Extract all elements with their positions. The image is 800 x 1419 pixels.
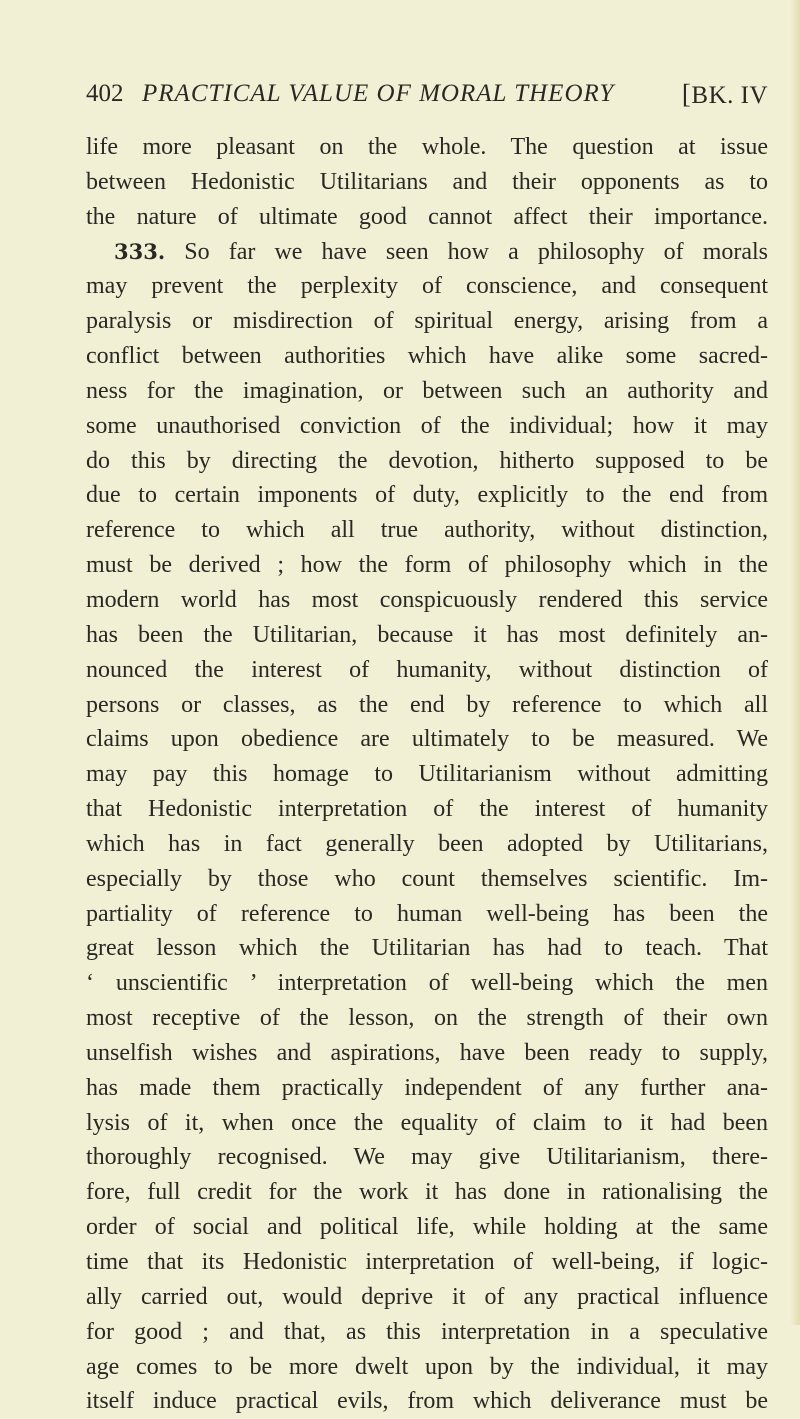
text-line: life more pleasant on the whole. The question at issue	[86, 134, 768, 160]
text-line: lysis of it, when once the equality of claim to it had been	[86, 1109, 768, 1136]
text-line: due to certain imponents of duty, explicitly to the end from	[86, 482, 768, 509]
text-line: must be derived ; how the form of philosophy which in the	[86, 552, 768, 579]
text-line: conflict between authorities which have alike some sacred-	[86, 343, 768, 370]
running-header	[86, 76, 768, 112]
text-line: ally carried out, would deprive it of any practical influence	[86, 1283, 768, 1310]
page-number: 402	[86, 80, 124, 107]
text-line: may pay this homage to Utilitarianism without admitting	[86, 761, 768, 788]
text-line: which has in fact generally been adopted by Utilitarians,	[86, 830, 768, 857]
text-line: that Hedonistic interpretation of the interest of humanity	[86, 796, 768, 823]
book-reference-bracket: [	[681, 79, 692, 109]
text-line: paralysis or misdirection of spiritual energy, arising from a	[86, 308, 768, 335]
text-line: order of social and political life, while holding at the same	[86, 1214, 768, 1241]
text-line: thoroughly recognised. We may give Utilitarianism, there-	[86, 1144, 768, 1171]
text-line: do this by directing the devotion, hitherto supposed to be	[86, 447, 768, 474]
text-line: has been the Utilitarian, because it has most definitely an-	[86, 621, 768, 648]
text-line: great lesson which the Utilitarian has had to teach. That	[86, 935, 768, 962]
text-line: ness for the imagination, or between such an authority and	[86, 377, 768, 404]
text-line: between Hedonistic Utilitarians and their opponents as to	[86, 168, 768, 195]
section-number: 333.	[114, 238, 166, 264]
text-line: time that its Hedonistic interpretation of well-being, if logic-	[86, 1249, 768, 1275]
section-start-line	[86, 235, 768, 270]
text-line: has made them practically independent of any further ana-	[86, 1074, 768, 1101]
text-line: persons or classes, as the end by reference to which all	[86, 691, 768, 718]
text-line: modern world has most conspicuously rendered this service	[86, 586, 768, 613]
text-line: some unauthorised conviction of the individual; how it may	[86, 412, 768, 439]
text-line: nounced the interest of humanity, without distinction of	[86, 656, 768, 683]
text-line: claims upon obedience are ultimately to be measured. We	[86, 726, 768, 753]
text-line: for good ; and that, as this interpretation in a speculative	[86, 1318, 768, 1345]
body-text	[86, 130, 768, 1419]
text-line: reference to which all true authority, without distinction,	[86, 517, 768, 544]
text-line: itself induce practical evils, from which deliverance must be	[86, 1388, 768, 1415]
text-line: unselfish wishes and aspirations, have been ready to supply,	[86, 1039, 768, 1066]
text-line: So far we have seen how a philosophy of morals	[184, 238, 769, 265]
book-reference-label: BK. IV	[691, 82, 768, 109]
text-line: most receptive of the lesson, on the strength of their own	[86, 1005, 768, 1032]
text-line: partiality of reference to human well-being has been the	[86, 900, 768, 927]
running-title: PRACTICAL VALUE OF MORAL THEORY	[142, 80, 615, 107]
text-line: ‘ unscientific ’ interpretation of well-being which the men	[86, 970, 768, 997]
page-edge-shading	[790, 0, 800, 1325]
text-line: fore, full credit for the work it has done in rationalising the	[86, 1179, 768, 1206]
text-line: may prevent the perplexity of conscience, and consequent	[86, 273, 768, 300]
text-line: especially by those who count themselves scientific. Im-	[86, 865, 768, 892]
text-line: the nature of ultimate good cannot affect their importance.	[86, 203, 768, 230]
text-line: age comes to be more dwelt upon by the individual, it may	[86, 1353, 768, 1380]
book-reference	[682, 76, 768, 114]
